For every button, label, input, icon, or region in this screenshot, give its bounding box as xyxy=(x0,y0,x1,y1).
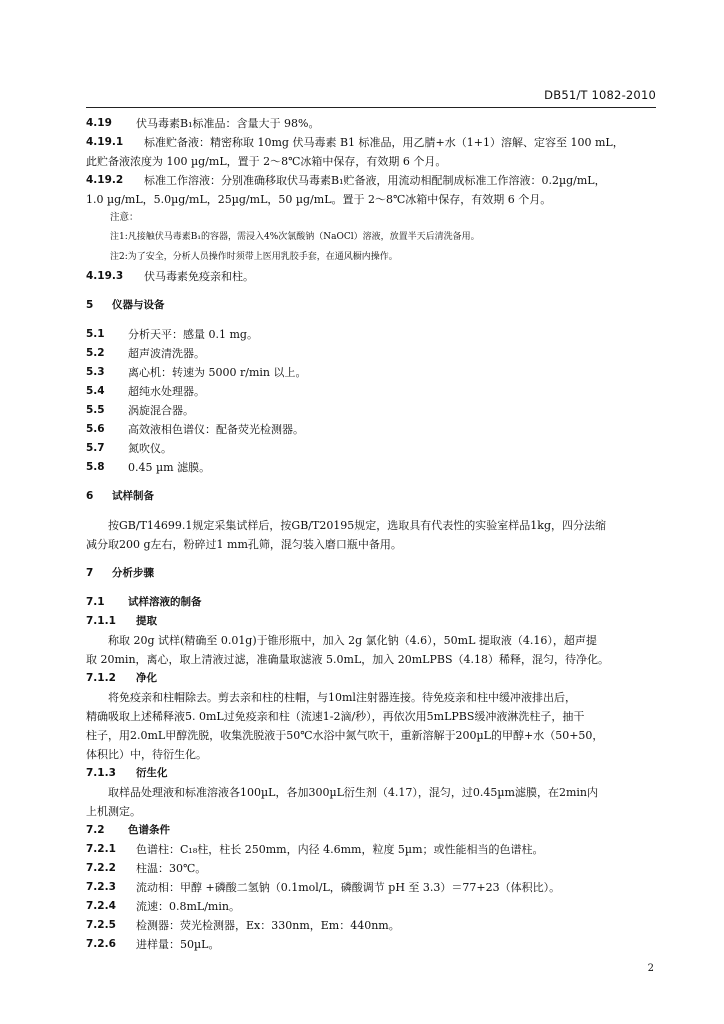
clause-7-2-2 xyxy=(86,859,658,878)
clause-text: 检测器：荧光检测器，Ex：330nm，Em：440nm。 xyxy=(136,919,400,932)
section-title: 试样制备 xyxy=(112,490,154,502)
subsection-title: 色谱条件 xyxy=(128,824,170,836)
clause-number: 7.2.3 xyxy=(86,881,116,893)
clause-5-1 xyxy=(86,325,658,344)
clause-4-19 xyxy=(86,114,658,133)
clause-text: 伏马毒素免疫亲和柱。 xyxy=(144,270,254,283)
paragraph-line: 按GB/T14699.1规定采集试样后，按GB/T20195规定，选取具有代表性的实验室样品1kg，四分法缩 xyxy=(108,519,607,532)
clause-number: 4.19.1 xyxy=(86,136,124,148)
clause-text: 氮吹仪。 xyxy=(128,442,172,455)
clause-text: 流速：0.8mL/min。 xyxy=(136,900,240,913)
header-rule xyxy=(86,107,656,108)
subsection-7-1-3-heading xyxy=(86,764,658,783)
paragraph-line: 取样品处理液和标准溶液各100µL，各加300µL衍生剂（4.17），混匀，过0.45µm滤膜，在2min内 xyxy=(108,786,598,799)
subsection-title: 净化 xyxy=(136,672,157,684)
clause-number: 4.19.3 xyxy=(86,270,124,282)
clause-number: 7.2.6 xyxy=(86,938,116,950)
page-number: 2 xyxy=(647,963,654,974)
clause-text: 分析天平：感量 0.1 mg。 xyxy=(128,328,258,341)
clause-7-2-3 xyxy=(86,878,658,897)
paragraph-line: 精确吸取上述稀释液5. 0mL过免疫亲和柱（流速1-2滴/秒），再依次用5mLPBS缓冲液淋洗柱子，抽干 xyxy=(86,710,585,723)
clause-5-7 xyxy=(86,439,658,458)
clause-4-19-1 xyxy=(86,133,658,152)
note-heading: 注意： xyxy=(110,212,139,223)
section-5-heading xyxy=(86,296,658,315)
clause-number: 5.3 xyxy=(86,366,105,378)
clause-text: 高效液相色谱仪：配备荧光检测器。 xyxy=(128,423,304,436)
subsection-number: 7.2 xyxy=(86,824,105,836)
clause-number: 5.7 xyxy=(86,442,105,454)
clause-number: 7.2.4 xyxy=(86,900,116,912)
clause-text: 离心机：转速为 5000 r/min 以上。 xyxy=(128,366,307,379)
clause-text: 伏马毒素B₁标准品：含量大于 98%。 xyxy=(136,117,320,130)
clause-number: 5.8 xyxy=(86,461,105,473)
clause-7-2-6 xyxy=(86,935,658,954)
subsection-7-1-heading xyxy=(86,593,658,612)
clause-text: 超纯水处理器。 xyxy=(128,385,205,398)
clause-continuation: 此贮备液浓度为 100 µg/mL，置于 2～8℃冰箱中保存，有效期 6 个月。 xyxy=(86,155,447,168)
paragraph-line: 上机测定。 xyxy=(86,805,141,818)
subsection-title: 试样溶液的制备 xyxy=(128,596,202,608)
clause-number: 5.4 xyxy=(86,385,105,397)
clause-7-2-1 xyxy=(86,840,658,859)
note-1: 注1:凡接触伏马毒素B₁的容器，需浸入4%次氯酸钠（NaOCl）溶液，放置半天后清洗备用。 xyxy=(110,232,480,242)
clause-7-2-5 xyxy=(86,916,658,935)
clause-4-19-3 xyxy=(86,267,658,286)
standard-code: DB51/T 1082-2010 xyxy=(544,88,656,102)
subsection-title: 提取 xyxy=(136,615,157,627)
clause-number: 5.6 xyxy=(86,423,105,435)
clause-text: 超声波清洗器。 xyxy=(128,347,205,360)
subsection-title: 衍生化 xyxy=(136,767,168,779)
section-number: 6 xyxy=(86,490,94,502)
paragraph-line: 体积比）中，待衍生化。 xyxy=(86,748,207,761)
clause-number: 4.19 xyxy=(86,117,112,129)
clause-5-2 xyxy=(86,344,658,363)
clause-text: 0.45 µm 滤膜。 xyxy=(128,461,211,474)
subsection-number: 7.1.1 xyxy=(86,615,116,627)
clause-number: 4.19.2 xyxy=(86,174,124,186)
page-body xyxy=(86,114,658,954)
section-number: 5 xyxy=(86,299,94,311)
subsection-number: 7.1.3 xyxy=(86,767,116,779)
clause-text: 柱温：30℃。 xyxy=(136,862,207,875)
subsection-number: 7.1.2 xyxy=(86,672,116,684)
clause-5-5 xyxy=(86,401,658,420)
section-number: 7 xyxy=(86,567,94,579)
paragraph-line: 柱子，用2.0mL甲醇洗脱，收集洗脱液于50℃水浴中氮气吹干，重新溶解于200µL的甲醇+水（50+50， xyxy=(86,729,604,742)
clause-number: 5.5 xyxy=(86,404,105,416)
subsection-7-2-heading xyxy=(86,821,658,840)
clause-7-2-4 xyxy=(86,897,658,916)
clause-4-19-2 xyxy=(86,171,658,190)
section-6-heading xyxy=(86,487,658,506)
clause-text: 流动相：甲醇 +磷酸二氢钠（0.1mol/L，磷酸调节 pH 至 3.3）＝77+23（体积比）。 xyxy=(136,881,561,894)
subsection-7-1-2-heading xyxy=(86,669,658,688)
section-7-heading xyxy=(86,564,658,583)
clause-text: 涡旋混合器。 xyxy=(128,404,194,417)
section-title: 仪器与设备 xyxy=(112,299,165,311)
clause-number: 5.1 xyxy=(86,328,105,340)
clause-number: 7.2.1 xyxy=(86,843,116,855)
clause-text: 标准工作溶液：分别准确移取伏马毒素B₁贮备液，用流动相配制成标准工作溶液：0.2µg/mL， xyxy=(144,174,606,187)
clause-number: 5.2 xyxy=(86,347,105,359)
clause-text: 标准贮备液：精密称取 10mg 伏马毒素 B1 标准品，用乙腈+水（1+1）溶解、定容至 100 mL， xyxy=(144,136,624,149)
clause-5-4 xyxy=(86,382,658,401)
paragraph-line: 将免疫亲和柱帽除去。剪去亲和柱的柱帽，与10ml注射器连接。待免疫亲和柱中缓冲液排出后， xyxy=(108,691,576,704)
clause-number: 7.2.5 xyxy=(86,919,116,931)
clause-number: 7.2.2 xyxy=(86,862,116,874)
paragraph-line: 称取 20g 试样(精确至 0.01g)于锥形瓶中，加入 2g 氯化钠（4.6），50mL 提取液（4.16），超声提 xyxy=(108,634,597,647)
subsection-7-1-1-heading xyxy=(86,612,658,631)
note-2: 注2:为了安全，分析人员操作时须带上医用乳胶手套，在通风橱内操作。 xyxy=(110,252,398,262)
clause-5-6 xyxy=(86,420,658,439)
paragraph-line: 取 20min，离心，取上清液过滤，准确量取滤液 5.0mL，加入 20mLPBS（4.18）稀释，混匀，待净化。 xyxy=(86,653,609,666)
clause-text: 进样量：50µL。 xyxy=(136,938,220,951)
section-title: 分析步骤 xyxy=(112,567,154,579)
clause-5-8 xyxy=(86,458,658,477)
paragraph-line: 减分取200 g左右，粉碎过1 mm孔筛，混匀装入磨口瓶中备用。 xyxy=(86,538,402,551)
subsection-number: 7.1 xyxy=(86,596,105,608)
clause-continuation: 1.0 µg/mL，5.0µg/mL，25µg/mL，50 µg/mL。置于 2～8℃冰箱中保存，有效期 6 个月。 xyxy=(86,193,552,206)
clause-5-3 xyxy=(86,363,658,382)
clause-text: 色谱柱：C₁₈柱，柱长 250mm，内径 4.6mm，粒度 5µm；或性能相当的色谱柱。 xyxy=(136,843,544,856)
